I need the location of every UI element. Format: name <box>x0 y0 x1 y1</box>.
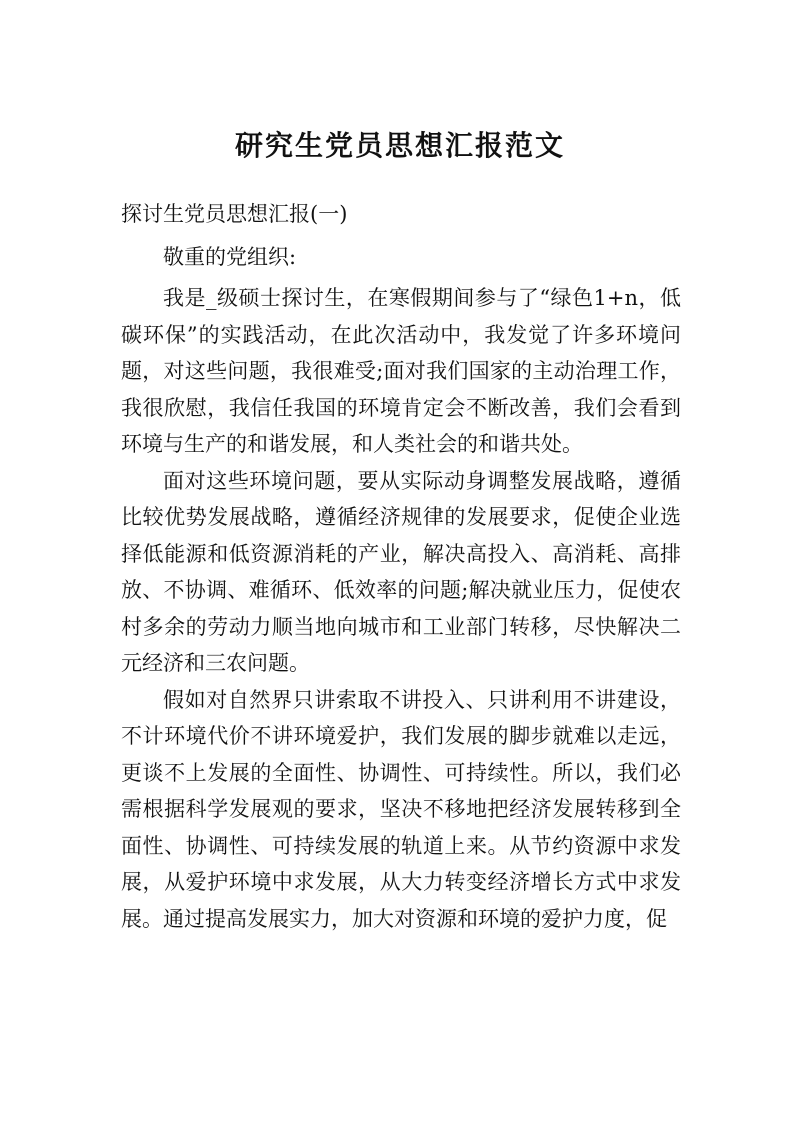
document-body <box>121 280 681 937</box>
section-heading: 探讨生党员思想汇报(一) <box>121 202 348 226</box>
salutation: 敬重的党组织: <box>163 245 297 269</box>
paragraph-3: 假如对自然界只讲索取不讲投入、只讲利用不讲建设，不计环境代价不讲环境爱护，我们发展的脚步就难以走远，更谈不上发展的全面性、协调性、可持续性。所以，我们必需根据科学发展观的要求，坚决不移地把经济发展转移到全面性、协调性、可持续发展的轨道上来。从节约资源中求发展，从爱护环境中求发展，从大力转变经济增长方式中求发展。通过提高发展实力，加大对资源和环境的爱护力度，促 <box>121 687 681 931</box>
document-title: 研究生党员思想汇报范文 <box>234 129 565 162</box>
paragraph-1: 我是_级硕士探讨生，在寒假期间参与了“绿色1+n，低碳环保”的实践活动，在此次活动中，我发觉了许多环境问题，对这些问题，我很难受;面对我们国家的主动治理工作，我很欣慰，我信任我国的环境肯定会不断改善，我们会看到环境与生产的和谐发展，和人类社会的和谐共处。 <box>121 286 681 456</box>
paragraph-2: 面对这些环境问题，要从实际动身调整发展战略，遵循比较优势发展战略，遵循经济规律的发展要求，促使企业选择低能源和低资源消耗的产业，解决高投入、高消耗、高排放、不协调、难循环、低效率的问题;解决就业压力，促使农村多余的劳动力顺当地向城市和工业部门转移，尽快解决二元经济和三农问题。 <box>121 468 681 675</box>
